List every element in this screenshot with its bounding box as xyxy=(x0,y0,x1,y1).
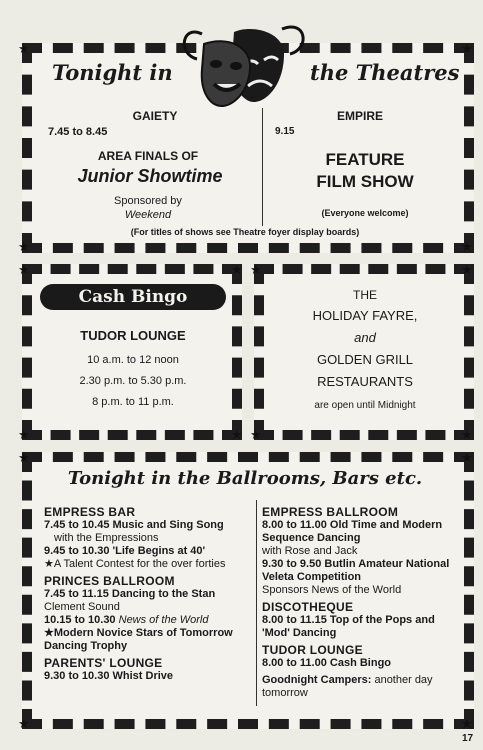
empire-note: (Everyone welcome) xyxy=(321,208,409,218)
star-icon: ★ xyxy=(461,716,473,731)
princes-ballroom-title: PRINCES BALLROOM xyxy=(44,574,175,588)
star-icon: ★ xyxy=(461,262,473,277)
discotheque-title: DISCOTHEQUE xyxy=(262,600,354,614)
gaiety-sponsored: Sponsored by xyxy=(114,195,182,207)
list-item: 7.45 to 10.45 Music and Sing Song xyxy=(44,519,224,531)
theatres-divider xyxy=(262,108,263,226)
cash-bingo-banner xyxy=(40,284,226,310)
goodnight-note: Goodnight Campers: another day tomorrow xyxy=(262,674,433,699)
restaurant-and: and xyxy=(354,330,376,345)
star-icon: ★ xyxy=(18,427,30,442)
gaiety-line1: AREA FINALS OF xyxy=(97,149,199,163)
star-icon: ★ xyxy=(231,262,243,277)
restaurant-the: THE xyxy=(353,288,377,302)
gaiety-show: Junior Showtime xyxy=(77,166,223,186)
theatre-masks-icon xyxy=(172,14,312,110)
theatres-footnote: (For titles of shows see Theatre foyer display boards) xyxy=(130,227,360,237)
star-icon: ★ xyxy=(18,239,30,254)
empire-time: 9.15 xyxy=(275,126,295,137)
list-item: 9.30 to 9.50 Butlin Amateur National Veleta Competition xyxy=(262,558,450,583)
star-icon: ★ xyxy=(231,427,243,442)
empire-name: EMPIRE xyxy=(336,109,383,123)
list-item: ★Modern Novice Stars of Tomorrow Dancing Trophy xyxy=(44,627,233,652)
list-item: Sponsors News of the World xyxy=(262,584,402,596)
restaurant-hours: are open until Midnight xyxy=(314,400,416,411)
star-icon: ★ xyxy=(18,450,30,465)
star-icon: ★ xyxy=(461,41,473,56)
star-icon: ★ xyxy=(461,427,473,442)
cash-bingo-label: Cash Bingo xyxy=(78,287,188,307)
list-item: 10.15 to 10.30 News of the World xyxy=(44,614,209,626)
star-icon: ★ xyxy=(250,427,262,442)
restaurant-restaurants: RESTAURANTS xyxy=(317,374,413,389)
theatres-heading-left: Tonight in xyxy=(52,60,173,85)
bingo-time-3: 8 p.m. to 11 p.m. xyxy=(92,396,174,408)
restaurant-golden-grill: GOLDEN GRILL xyxy=(316,352,414,367)
bingo-time-1: 10 a.m. to 12 noon xyxy=(87,354,179,366)
empress-bar-title: EMPRESS BAR xyxy=(44,505,136,519)
bingo-venue: TUDOR LOUNGE xyxy=(80,328,186,343)
gaiety-time: 7.45 to 8.45 xyxy=(48,126,108,138)
list-item: 8.00 to 11.00 Old Time and Modern Sequence Dancing xyxy=(262,519,443,544)
star-icon: ★ xyxy=(18,716,30,731)
ballrooms-right-column xyxy=(262,502,460,700)
star-icon: ★ xyxy=(461,239,473,254)
empire-line2: FILM SHOW xyxy=(316,172,414,191)
ballrooms-heading: Tonight in the Ballrooms, Bars etc. xyxy=(67,468,423,489)
star-icon: ★ xyxy=(461,450,473,465)
list-item: 9.45 to 10.30 'Life Begins at 40' xyxy=(44,545,206,557)
list-item: 8.00 to 11.00 Cash Bingo xyxy=(262,657,392,669)
restaurant-holiday-fayre: HOLIDAY FAYRE, xyxy=(312,308,418,323)
list-item: with the Empressions xyxy=(54,532,159,544)
star-icon: ★ xyxy=(250,262,262,277)
gaiety-sponsor: Weekend xyxy=(124,209,172,221)
ballrooms-left-column xyxy=(44,502,250,683)
page-number: 17 xyxy=(462,733,474,744)
list-item: 8.00 to 11.15 Top of the Pops and 'Mod' Dancing xyxy=(262,614,435,639)
list-item: ★A Talent Contest for the over forties xyxy=(44,558,226,570)
list-item: 9.30 to 10.30 Whist Drive xyxy=(44,670,174,682)
tudor-lounge-title: TUDOR LOUNGE xyxy=(262,643,363,657)
theatres-heading-right: the Theatres xyxy=(310,60,460,85)
list-item: Clement Sound xyxy=(44,601,120,613)
empress-ballroom-title: EMPRESS BALLROOM xyxy=(262,505,399,519)
list-item: with Rose and Jack xyxy=(262,545,358,557)
empire-line1: FEATURE xyxy=(325,150,405,169)
bingo-time-2: 2.30 p.m. to 5.30 p.m. xyxy=(79,375,187,387)
list-item: 7.45 to 11.15 Dancing to the Stan xyxy=(44,588,216,600)
star-icon: ★ xyxy=(18,262,30,277)
ballrooms-divider xyxy=(256,500,257,706)
gaiety-name: GAIETY xyxy=(132,109,178,123)
parents-lounge-title: PARENTS' LOUNGE xyxy=(44,656,163,670)
star-icon: ★ xyxy=(18,41,30,56)
